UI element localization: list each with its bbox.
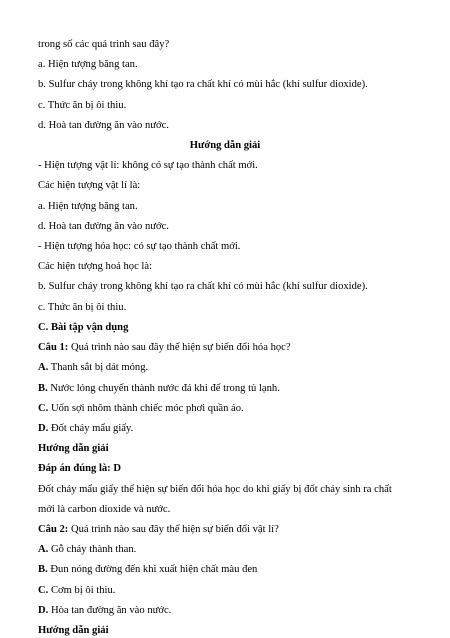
explanation-line: Đốt cháy mẩu giấy thể hiện sự biến đổi hóa học do khi giấy bị đốt cháy sinh ra chất — [38, 484, 392, 495]
option-label: D. — [38, 423, 49, 434]
option-label: B. — [38, 383, 48, 394]
solution-heading: Hướng dẫn giải — [38, 443, 109, 454]
text-line: b. Sulfur cháy trong không khí tạo ra chất khí có mùi hắc (khí sulfur dioxide). — [38, 281, 368, 292]
answer-line: Đáp án đúng là: D — [38, 463, 122, 474]
question-1 — [38, 341, 418, 355]
question-2 — [38, 523, 418, 537]
text-line: Các hiện tượng vật lí là: — [38, 180, 141, 191]
question-1-option-b — [38, 382, 418, 396]
option-text: Cơm bị ôi thiu. — [48, 585, 116, 596]
explanation-line: mới là carbon dioxide và nước. — [38, 504, 171, 515]
option-label: A. — [38, 544, 49, 555]
question-2-option-b — [38, 563, 418, 577]
solution-heading: Hướng dẫn giải — [38, 625, 109, 636]
option-line: a. Hiện tượng băng tan. — [38, 59, 138, 70]
option-label: B. — [38, 564, 48, 575]
solution-heading: Hướng dẫn giải — [189, 140, 261, 151]
option-label: A. — [38, 362, 49, 373]
question-2-option-c — [38, 584, 418, 598]
option-text: Uốn sợi nhôm thành chiếc móc phơi quần áo. — [48, 403, 244, 414]
question-label: Câu 2: — [38, 524, 69, 535]
question-1-option-c — [38, 402, 418, 416]
section-heading: C. Bài tập vận dụng — [38, 322, 129, 333]
option-line: c. Thức ăn bị ôi thiu. — [38, 100, 127, 111]
text-line: c. Thức ăn bị ôi thiu. — [38, 302, 127, 313]
option-text: Nước lỏng chuyển thành nước đá khi để trong tủ lạnh. — [47, 383, 280, 394]
text-line: trong số các quá trình sau đây? — [38, 39, 170, 50]
option-line: d. Hoà tan đường ăn vào nước. — [38, 120, 169, 131]
question-label: Câu 1: — [38, 342, 69, 353]
option-label: C. — [38, 403, 49, 414]
option-line: b. Sulfur cháy trong không khí tạo ra chất khí có mùi hắc (khí sulfur dioxide). — [38, 79, 368, 90]
question-1-option-a — [38, 361, 418, 375]
question-2-option-a — [38, 543, 418, 557]
question-text: Quá trình nào sau đây thể hiện sự biến đổi vật lí? — [68, 524, 279, 535]
text-line: d. Hoà tan đường ăn vào nước. — [38, 221, 169, 232]
option-text: Đun nóng đường đến khi xuất hiện chất màu đen — [47, 564, 258, 575]
text-line: - Hiện tượng hóa học: có sự tạo thành chất mới. — [38, 241, 241, 252]
option-label: D. — [38, 605, 49, 616]
option-text: Gỗ cháy thành than. — [48, 544, 137, 555]
text-line: Các hiện tượng hoá học là: — [38, 261, 153, 272]
option-text: Thanh sắt bị dát mỏng. — [48, 362, 149, 373]
question-2-option-d — [38, 604, 418, 618]
option-text: Đốt cháy mẩu giấy. — [48, 423, 134, 434]
text-line: - Hiện tượng vật lí: không có sự tạo thành chất mới. — [38, 160, 258, 171]
option-label: C. — [38, 585, 49, 596]
text-line: a. Hiện tượng băng tan. — [38, 201, 138, 212]
question-text: Quá trình nào sau đây thể hiện sự biến đổi hóa học? — [68, 342, 291, 353]
option-text: Hòa tan đường ăn vào nước. — [48, 605, 172, 616]
question-1-option-d — [38, 422, 418, 436]
